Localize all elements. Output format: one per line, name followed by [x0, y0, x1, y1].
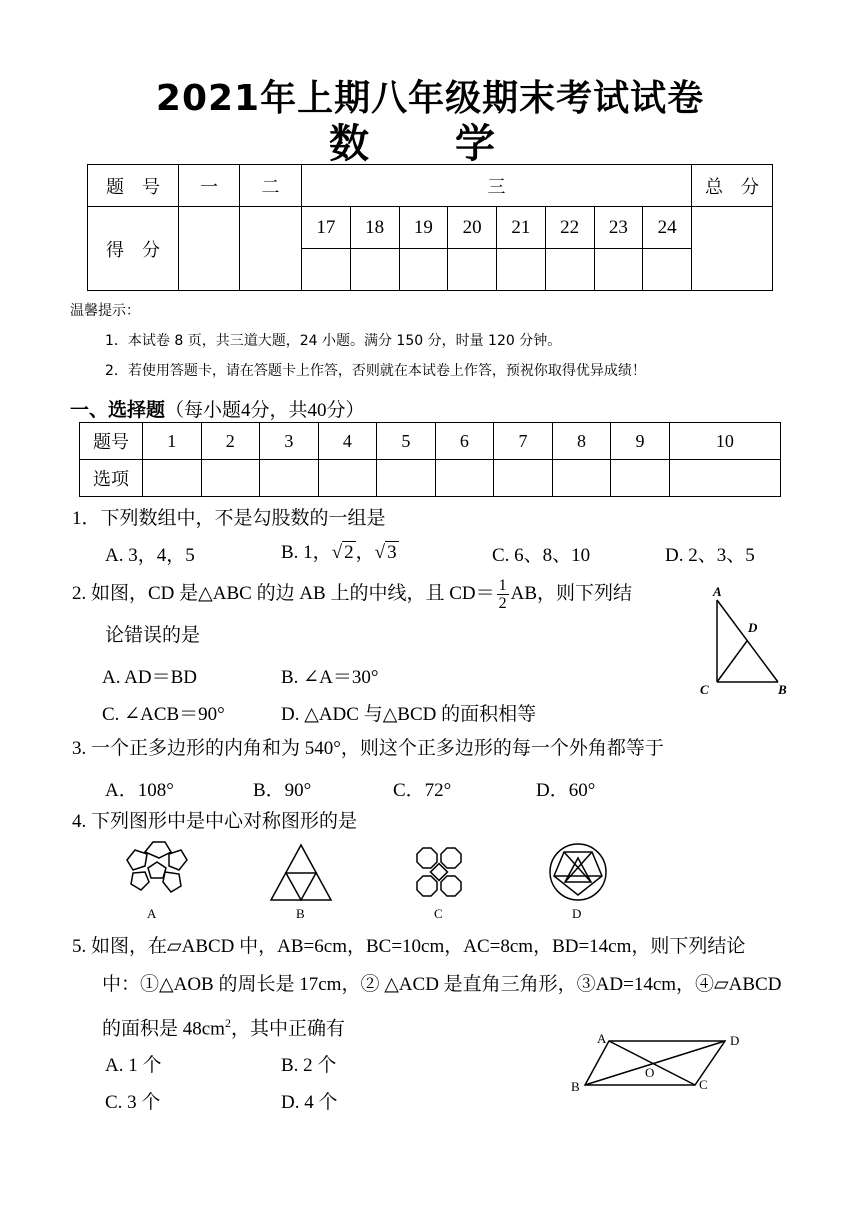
q5-option-a: A. 1 个	[105, 1055, 162, 1076]
label-a: A	[597, 1031, 607, 1046]
answer-number: 10	[669, 423, 780, 460]
triangle-lines	[717, 600, 778, 682]
answer-cell	[552, 460, 611, 497]
figure-c-octagons	[417, 848, 461, 896]
q1-option-b	[281, 537, 399, 564]
q4-stem: 4. 下列图形中是中心对称图形的是	[72, 811, 358, 832]
score-cell	[302, 249, 351, 291]
score-cell-1	[179, 207, 240, 291]
figure-d-circle	[550, 844, 606, 900]
score-row-label: 得 分	[88, 207, 179, 291]
frac-denominator: 2	[498, 595, 507, 613]
fraction-one-half	[497, 577, 509, 612]
q3-option-a: A．108°	[105, 780, 174, 801]
tips-heading: 温馨提示：	[70, 303, 140, 319]
score-header-total: 总 分	[692, 165, 773, 207]
q3-option-c: C．72°	[393, 780, 452, 801]
label-b: B	[778, 682, 787, 697]
answer-cell	[143, 460, 202, 497]
answer-number: 8	[552, 423, 611, 460]
q-number: 23	[594, 207, 643, 249]
q-number: 17	[302, 207, 351, 249]
score-header-label: 题 号	[88, 165, 179, 207]
q3-option-d: D．60°	[536, 780, 596, 801]
figure-a-pentagons	[127, 842, 187, 892]
answer-table	[79, 422, 781, 497]
score-table	[87, 164, 773, 291]
q5-parallelogram-figure	[565, 1025, 755, 1100]
q5-stem-pre: 的面积是 48cm	[102, 1018, 225, 1040]
score-header-1: 一	[179, 165, 240, 207]
q5-stem-line3	[102, 1011, 345, 1041]
score-cell	[399, 249, 448, 291]
q2-triangle-figure	[700, 580, 800, 700]
q5-option-c: C. 3 个	[105, 1092, 161, 1113]
label-d: D	[748, 620, 758, 635]
answer-number: 1	[143, 423, 202, 460]
sqrt-radicand: 3	[387, 542, 397, 563]
q-number: 19	[399, 207, 448, 249]
answer-cell	[260, 460, 319, 497]
figure-c-label: C	[434, 906, 443, 921]
q-number: 18	[350, 207, 399, 249]
q-number: 20	[448, 207, 497, 249]
q1-option-a: A. 3，4，5	[105, 545, 195, 566]
answer-row-label: 题号	[80, 423, 143, 460]
answer-cell	[201, 460, 260, 497]
figure-a-label: A	[147, 906, 157, 921]
section-heading	[70, 395, 365, 422]
q5-stem-sup: 2	[224, 1016, 231, 1030]
label-d: D	[730, 1033, 740, 1048]
answer-number: 7	[494, 423, 553, 460]
score-cell-2	[240, 207, 302, 291]
q1-option-b-sep: ，	[355, 542, 375, 563]
section-title: 一、选择题	[70, 399, 166, 421]
sqrt-3: √ 3	[374, 542, 397, 563]
exam-title: 2021年上期八年级期末考试试卷	[155, 78, 705, 119]
q-number: 21	[497, 207, 546, 249]
tip-item: 1．本试卷 8 页，共三道大题，24 小题。满分 150 分，时量 120 分钟。	[105, 333, 562, 349]
figure-b-label: B	[296, 906, 305, 921]
frac-numerator: 1	[498, 577, 507, 595]
answer-cell	[611, 460, 670, 497]
subject-title: 数 学	[329, 121, 531, 167]
q1-option-c: C. 6、8、10	[492, 545, 591, 566]
q1-option-d: D. 2、3、5	[665, 545, 755, 566]
sqrt-radicand: 2	[344, 542, 354, 563]
q5-option-b: B. 2 个	[281, 1055, 337, 1076]
figure-b-triangle	[271, 845, 331, 900]
q2-option-a: A. AD＝BD	[102, 667, 198, 688]
section-note: （每小题4分，共40分）	[165, 400, 365, 421]
answer-cell	[377, 460, 436, 497]
answer-row-label: 选项	[80, 460, 143, 497]
answer-cell	[435, 460, 494, 497]
answer-cell	[318, 460, 377, 497]
q3-option-b: B．90°	[253, 780, 312, 801]
q2-option-c: C. ∠ACB＝90°	[102, 704, 225, 725]
score-cell	[545, 249, 594, 291]
answer-number: 4	[318, 423, 377, 460]
score-cell	[594, 249, 643, 291]
score-cell	[350, 249, 399, 291]
answer-number: 6	[435, 423, 494, 460]
q3-stem: 3. 一个正多边形的内角和为 540°，则这个正多边形的每一个外角都等于	[72, 738, 664, 759]
q2-option-d: D. △ADC 与△BCD 的面积相等	[281, 704, 537, 725]
figure-d-label: D	[572, 906, 582, 921]
label-c: C	[700, 682, 709, 697]
q5-stem-line2: 中：①△AOB 的周长是 17cm，② △ACD 是直角三角形，③AD=14cm，④▱ABCD	[102, 974, 782, 995]
label-b: B	[571, 1079, 580, 1094]
q1-stem: 1．下列数组中，不是勾股数的一组是	[72, 508, 386, 529]
answer-number: 3	[260, 423, 319, 460]
answer-number: 2	[201, 423, 260, 460]
label-a: A	[713, 584, 722, 599]
sqrt-2: √ 2	[331, 542, 354, 563]
label-o: O	[645, 1065, 655, 1080]
score-header-3: 三	[302, 165, 692, 207]
answer-number: 5	[377, 423, 436, 460]
q2-stem	[72, 572, 632, 616]
q5-stem-line1: 5. 如图，在▱ABCD 中，AB=6cm，BC=10cm，AC=8cm，BD=14cm，则下列结论	[72, 936, 746, 957]
score-cell	[448, 249, 497, 291]
score-cell-total	[692, 207, 773, 291]
q-number: 24	[643, 207, 692, 249]
tip-item: 2．若使用答题卡，请在答题卡上作答，否则就在本试卷上作答，预祝你取得优异成绩！	[105, 363, 646, 379]
q2-stem-pre: 2. 如图，CD 是△ABC 的边 AB 上的中线，且 CD＝	[72, 583, 495, 604]
q2-option-b: B. ∠A＝30°	[281, 667, 379, 688]
q2-stem-line2: 论错误的是	[105, 625, 201, 646]
label-c: C	[699, 1077, 708, 1092]
q5-stem-post: ，其中正确有	[230, 1018, 345, 1040]
q5-option-d: D. 4 个	[281, 1092, 338, 1113]
score-cell	[643, 249, 692, 291]
answer-number: 9	[611, 423, 670, 460]
q1-option-b-prefix: B. 1，	[281, 542, 332, 563]
q4-figures	[105, 840, 625, 925]
score-header-2: 二	[240, 165, 302, 207]
score-cell	[497, 249, 546, 291]
q2-stem-post: AB，则下列结	[510, 583, 633, 604]
answer-cell	[669, 460, 780, 497]
q-number: 22	[545, 207, 594, 249]
answer-cell	[494, 460, 553, 497]
